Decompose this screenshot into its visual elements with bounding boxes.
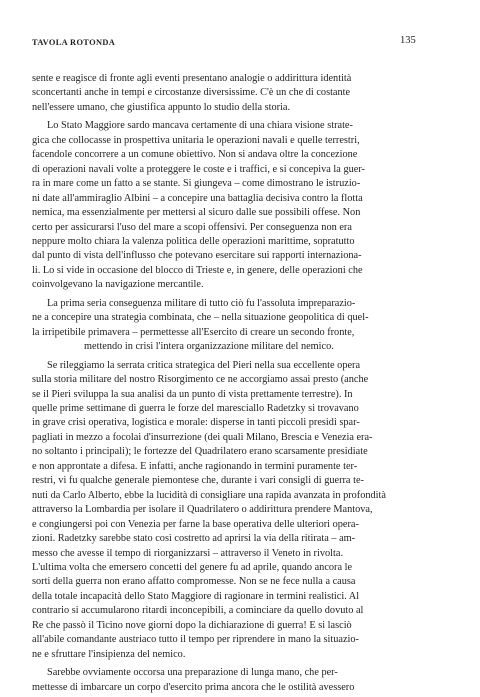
text-line: sconcertanti anche in tempi e circostanze diversissime. C'è un che di costante [32,87,351,99]
text-line: nemica, ma essenzialmente per mettersi al sicuro dalle sue possibili offese. Non [32,207,361,219]
text-line: pagliati in mezzo a focolai d'insurrezione (dei quali Milano, Brescia e Venezia era- [32,431,373,443]
text-line: Se rileggiamo la serrata critica strategica del Pieri nella sua eccellente opera [47,359,361,371]
text-line: della totale incapacità dello Stato Maggiore di ragionare in termini realistici. Al [32,590,360,602]
text-line: gica che collocasse in prospettiva unitaria le operazioni navali e quelle terrestri, [32,134,360,146]
text-line: se il Pieri sviluppa la sua analisi da un punto di vista prettamente terrestre). In [32,388,353,400]
text-line: quelle prime settimane di guerra le forze del maresciallo Radetzky si trovavano [32,402,359,414]
text-line: e congiungersi poi con Venezia per farne la base operativa delle ulteriori opera- [32,518,359,530]
text-line: li. Lo si vide in occasione del blocco di Trieste e, in genere, delle operazioni che [32,264,363,276]
text-line: la irripetibile primavera – permettesse all'Esercito di creare un secondo fronte, [32,326,355,338]
text-line: neppure molto chiara la valenza politica delle operazioni marittime, sopratutto [32,235,355,247]
paragraph-5 [32,666,448,695]
page-number: 135 [400,35,416,46]
text-line: messo che avesse il tempo di riorganizzarsi – attraverso il Veneto in rivolta. [32,547,344,559]
text-line: ra in mare come un fatto a se stante. Si giungeva – come dimostrano le istruzio- [32,178,361,190]
text-line: restri, vi fu qualche generale piemontese che, durante i vari consigli di guerra te- [32,475,364,487]
paragraph-3 [32,297,448,355]
text-line: nuti da Carlo Alberto, ebbe la lucidità di consigliare una rapida avanzata in profondità [32,489,386,501]
paragraph-4 [32,359,448,663]
text-line: Sarebbe ovviamente occorsa una preparazione di lunga mano, che per- [47,667,338,679]
text-line: dal punto di vista dell'influsso che potevano esercitare sui rapporti internaziona- [32,250,362,262]
text-line: no soltanto i principali); le fortezze del Quadrilatero erano scarsamente presidiate [32,446,368,458]
paragraph-1 [32,72,448,115]
text-line: zioni. Radetzky sarebbe stato così costretto ad aprirsi la via della ritirata – am- [32,533,356,545]
text-line: in grave crisi operativa, logistica e morale: disperse in tanti piccoli presidi spar- [32,417,360,429]
text-line: Re che passò il Ticino nove giorni dopo la dichiarazione di guerra! E si lasciò [32,619,352,631]
text-line: ne a concepire una strategia combinata, che – nella situazione geopolitica di quel- [32,312,369,324]
text-line: La prima seria conseguenza militare di tutto ciò fu l'assoluta impreparazio- [47,297,356,309]
text-line: mettesse di imbarcare un corpo d'esercito prima ancora che le ostilità avessero [32,681,355,693]
text-line: ni date all'ammiraglio Albini – a concepire una battaglia decisiva contro la flotta [32,192,363,204]
body-text [32,72,448,695]
text-line: coinvolgevano la navigazione mercantile. [32,279,204,291]
text-line: di operazioni navali volte a proteggere le coste e i traffici, e si concepiva la guer- [32,163,365,175]
text-line: Lo Stato Maggiore sardo mancava certamente di una chiara visione strate- [47,120,353,132]
text-line: attraverso la Lombardia per isolare il Quadrilatero o addirittura prendere Mantova, [32,504,373,516]
text-line: e non approntate a difesa. E infatti, anche ragionando in termini puramente ter- [32,460,358,472]
text-line: contrario si accumularono ritardi inconcepibili, a cominciare da quello dovuto al [32,605,364,617]
text-line: certo per assicurarsi l'uso del mare a scopi offensivi. Per conseguenza non era [32,221,352,233]
text-line: sulla storia militare del nostro Risorgimento ce ne accorgiamo assai presto (anche [32,374,369,386]
text-line: all'abile comandante austriaco tutto il tempo per riprendere in mano la situazio- [32,634,359,646]
text-line: nell'essere umano, che giustifica appunto lo studio della storia. [32,101,291,113]
text-line: facendole concorrere a un comune obiettivo. Non si andava oltre la concezione [32,149,358,161]
running-head: TAVOLA ROTONDA [32,38,116,47]
text-line: ne e sfruttare l'insipienza del nemico. [32,648,186,660]
paragraph-2 [32,119,448,292]
text-line: mettendo in crisi l'intera organizzazione militare del nemico. [84,341,334,353]
text-line: sente e reagisce di fronte agli eventi presentano analogie o addirittura identità [32,73,352,84]
text-line: sorti della guerra non erano affatto compromesse. Non se ne fece nulla a causa [32,576,356,588]
text-line: L'ultima volta che emersero concetti del genere fu ad aprile, quando ancora le [32,561,353,573]
